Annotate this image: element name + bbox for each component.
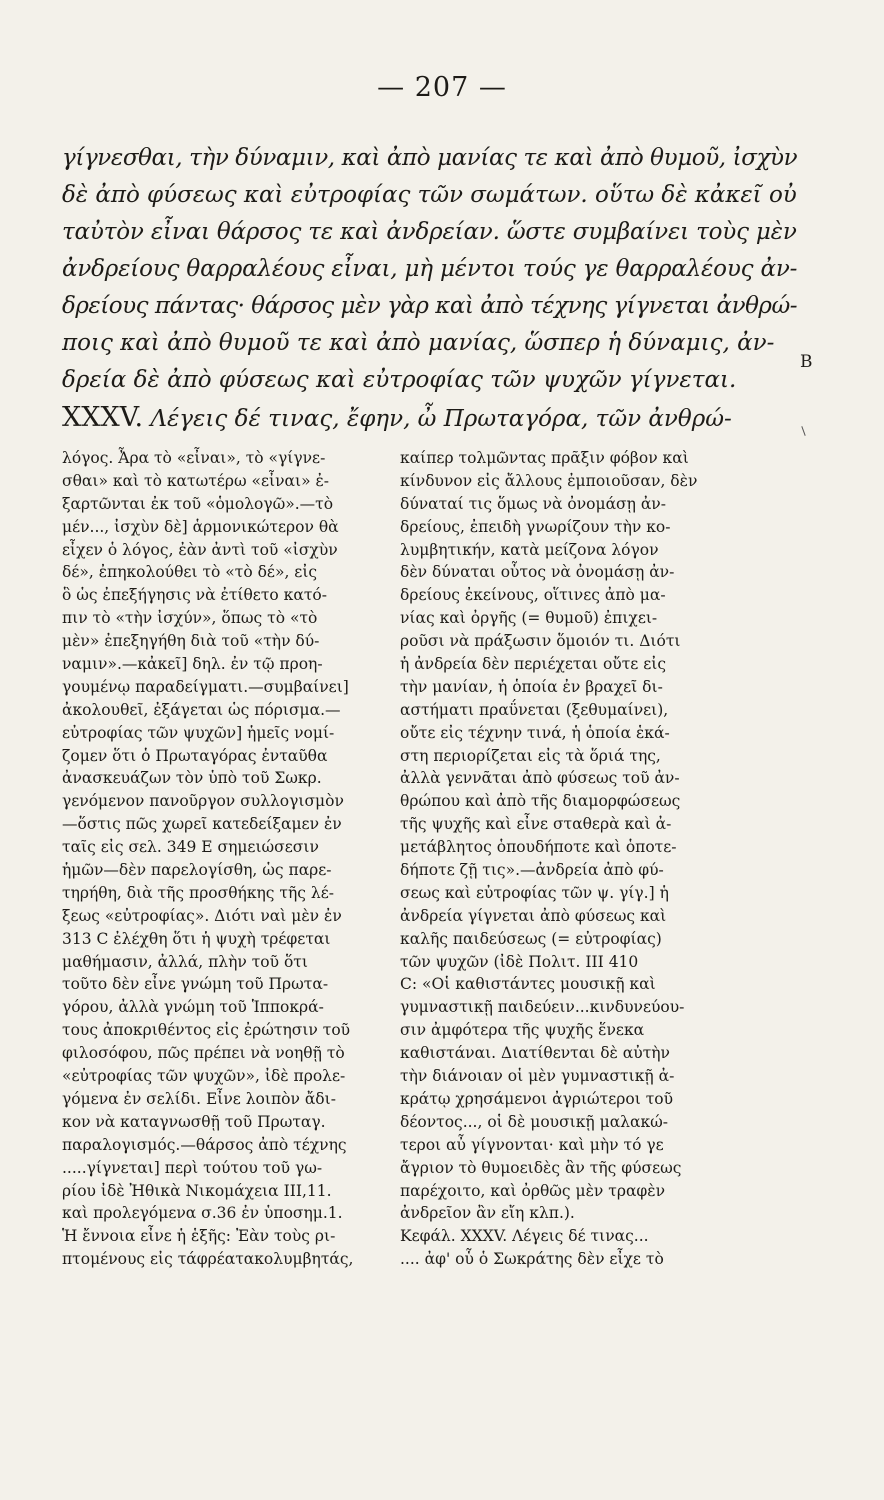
main-text-line: δρείους πάντας· θάρσος μὲν γὰρ καὶ ἀπὸ τέχνης γίγνεται ἀνθρώ-	[62, 293, 798, 319]
commentary-line: τηρήθη, διὰ τῆς προσθήκης τῆς λέ-	[62, 883, 334, 902]
commentary-line: ζομεν ὅτι ὁ Πρωταγόρας ἐνταῦθα	[62, 746, 328, 765]
commentary-line: —ὅστις πῶς χωρεῖ κατεδείξαμεν ἐν	[62, 815, 342, 834]
commentary-line: δὲν δύναται οὗτος νὰ ὀνομάσῃ ἀν-	[400, 563, 675, 582]
commentary-line: μέν..., ἰσχὺν δὲ] ἁρμονικώτερον θὰ	[62, 517, 339, 536]
commentary-line: τὴν μανίαν, ἡ ὁποία ἐν βραχεῖ δι-	[400, 677, 663, 696]
section-heading-line	[62, 399, 797, 436]
commentary-line: ταῖς εἰς σελ. 349 E σημειώσεσιν	[62, 838, 319, 857]
commentary-line: ἡμῶν—δὲν παρελογίσθη, ὡς παρε-	[62, 861, 332, 880]
commentary-line: γόμενα ἐν σελίδι. Εἶνε λοιπὸν ἄδι-	[62, 1089, 336, 1108]
commentary-line: τους ἀποκριθέντος εἰς ἐρώτησιν τοῦ	[62, 1021, 351, 1040]
commentary-line: τῶν ψυχῶν (ἰδὲ Πολιτ. III 410	[400, 952, 639, 971]
commentary-line: καλῆς παιδεύσεως (= εὐτροφίας)	[400, 929, 662, 948]
commentary-line: ἄγριον τὸ θυμοειδὲς ἂν τῆς φύσεως	[400, 1158, 682, 1177]
commentary-line: παρέχοιτο, καὶ ὀρθῶς μὲν τραφὲν	[400, 1181, 666, 1200]
commentary-line: σθαι» καὶ τὸ κατωτέρω «εἶναι» ἐ-	[62, 471, 330, 490]
commentary-line: φιλοσόφου, πῶς πρέπει νὰ νοηθῇ τὸ	[62, 1044, 345, 1063]
commentary-line: τῆς ψυχῆς καὶ εἶνε σταθερὰ καὶ ἀ-	[400, 815, 672, 834]
commentary-line: εὐτροφίας τῶν ψυχῶν] ἡμεῖς νομί-	[62, 723, 335, 742]
commentary-line: καὶ προλεγόμενα σ.36 ἐν ὑποσημ.1.	[62, 1204, 343, 1223]
commentary-line: γουμένῳ παραδείγματι.—συμβαίνει]	[62, 677, 349, 696]
main-text-line: ἀνδρείους θαρραλέους εἶναι, μὴ μέντοι τούς γε θαρραλέους ἀν-	[62, 256, 798, 282]
commentary-line: πιν τὸ «τὴν ἰσχύν», ὅπως τὸ «τὸ	[62, 609, 318, 628]
commentary-line: δέοντος..., οἱ δὲ μουσικῇ μαλακώ-	[400, 1112, 669, 1131]
commentary-line: πτομένους εἰς τάφρέατακολυμβητάς,	[62, 1250, 354, 1269]
commentary-line: παραλογισμός.—θάρσος ἀπὸ τέχνης	[62, 1135, 347, 1154]
page-number: — 207 —	[377, 72, 507, 103]
commentary-line: Ἡ ἔννοια εἶνε ἡ ἑξῆς: Ἐὰν τοὺς ρι-	[62, 1227, 336, 1246]
commentary-line: δέ», ἐπηκολούθει τὸ «τὸ δέ», εἰς	[62, 563, 318, 582]
main-text-line: ταὐτὸν εἶναι θάρσος τε καὶ ἀνδρείαν. ὥστε συμβαίνει τοὺς μὲν	[62, 219, 797, 245]
commentary-line: .... ἀφ' οὗ ὁ Σωκράτης δὲν εἶχε τὸ	[400, 1250, 664, 1269]
commentary-line: μὲν» ἐπεξηγήθη διὰ τοῦ «τὴν δύ-	[62, 632, 320, 651]
commentary-line: ἀνδρεία γίγνεται ἀπὸ φύσεως καὶ	[400, 906, 667, 925]
commentary-line: ἀνδρεῖον ἂν εἴη κλπ.).	[400, 1204, 575, 1223]
commentary-line: Κεφάλ. XXXV. Λέγεις δέ τινας...	[400, 1227, 649, 1246]
commentary-line: ξεως «εὐτροφίας». Διότι ναὶ μὲν ἐν	[62, 906, 342, 925]
commentary-line: καθιστάναι. Διατίθενται δὲ αὐτὴν	[400, 1044, 670, 1063]
commentary-line: μαθήμασιν, ἀλλά, πλὴν τοῦ ὅτι	[62, 952, 308, 971]
commentary-line: ἀνασκευάζων τὸν ὑπὸ τοῦ Σωκρ.	[62, 769, 322, 788]
main-text-line: γίγνεσθαι, τὴν δύναμιν, καὶ ἀπὸ μανίας τε καὶ ἀπὸ θυμοῦ, ἰσχὺν	[62, 145, 798, 171]
commentary-line: δρείους ἐκείνους, οἵτινες ἀπὸ μα-	[400, 586, 666, 605]
commentary-line: ἀλλὰ γεννᾶται ἀπὸ φύσεως τοῦ ἀν-	[400, 769, 680, 788]
main-text-line: ποις καὶ ἀπὸ θυμοῦ τε καὶ ἀπὸ μανίας, ὥσπερ ἡ δύναμις, ἀν-	[62, 330, 775, 356]
commentary-line: ὃ ὡς ἐπεξήγησις νὰ ἐτίθετο κατό-	[62, 586, 327, 605]
commentary-line: δρείους, ἐπειδὴ γνωρίζουν τὴν κο-	[400, 517, 671, 536]
commentary-line: οὔτε εἰς τέχνην τινά, ἡ ὁποία ἑκά-	[400, 723, 670, 742]
commentary-line: ἀκολουθεῖ, ἐξάγεται ὡς πόρισμα.—	[62, 700, 341, 719]
commentary-line: γενόμενον πανοῦργον συλλογισμὸν	[62, 792, 344, 811]
commentary-line: γυμναστικῇ παιδεύειν...κινδυνεύου-	[400, 998, 685, 1017]
commentary-line: καίπερ τολμῶντας πρᾶξιν φόβον καὶ	[400, 449, 689, 467]
commentary-line: λυμβητικήν, κατὰ μείζονα λόγον	[400, 540, 659, 559]
commentary-line: σιν ἀμφότερα τῆς ψυχῆς ἕνεκα	[400, 1021, 645, 1040]
commentary-line: κίνδυνον εἰς ἄλλους ἐμποιοῦσαν, δὲν	[400, 471, 698, 490]
margin-reference-letter: B	[800, 352, 813, 372]
commentary-line: αστήματι πραΰνεται (ξεθυμαίνει),	[400, 700, 669, 719]
commentary-line: τεροι αὖ γίγνονται· καὶ μὴν τό γε	[400, 1135, 664, 1154]
commentary-line: «εὐτροφίας τῶν ψυχῶν», ἰδὲ προλε-	[62, 1067, 346, 1086]
commentary-line: κράτῳ χρησάμενοι ἀγριώτεροι τοῦ	[400, 1089, 674, 1108]
commentary-line: λόγος. Ἆρα τὸ «εἶναι», τὸ «γίγνε-	[62, 449, 326, 467]
commentary-line: ναμιν».—κἀκεῖ] δηλ. ἐν τῷ προη-	[62, 655, 323, 674]
commentary-line: μετάβλητος ὁπουδήποτε καὶ ὁποτε-	[400, 838, 677, 857]
section-number: XXXV.	[62, 402, 144, 433]
section-text: Λέγεις δέ τινας, ἔφην, ὦ Πρωταγόρα, τῶν ἀνθρώ-	[150, 406, 732, 432]
margin-tick-mark	[801, 426, 805, 436]
commentary-line: δήποτε ζῇ τις».—ἀνδρεία ἀπὸ φύ-	[400, 861, 664, 880]
main-text	[62, 140, 797, 436]
commentary-line: εἶχεν ὁ λόγος, ἐὰν ἀντὶ τοῦ «ἰσχὺν	[62, 540, 338, 559]
commentary-line: τοῦτο δὲν εἶνε γνώμη τοῦ Πρωτα-	[62, 975, 329, 994]
commentary-line: θρώπου καὶ ἀπὸ τῆς διαμορφώσεως	[400, 792, 681, 811]
commentary-line: .....γίγνεται] περὶ τούτου τοῦ γω-	[62, 1158, 323, 1177]
commentary-right-column	[400, 447, 765, 1271]
commentary-line: ροῦσι νὰ πράξωσιν ὅμοιόν τι. Διότι	[400, 632, 681, 651]
commentary-left-column	[62, 447, 380, 1271]
commentary-line: σεως καὶ εὐτροφίας τῶν ψ. γίγ.] ἡ	[400, 883, 669, 902]
commentary-line: νίας καὶ ὀργῆς (= θυμοῦ) ἐπιχει-	[400, 609, 658, 628]
commentary-line: ἡ ἀνδρεία δὲν περιέχεται οὔτε εἰς	[400, 655, 667, 674]
commentary-line: δύναταί τις ὅμως νὰ ὀνομάσῃ ἀν-	[400, 494, 666, 513]
commentary-line: τὴν διάνοιαν οἱ μὲν γυμναστικῇ ἀ-	[400, 1067, 675, 1086]
commentary-line: κον νὰ καταγνωσθῇ τοῦ Πρωταγ.	[62, 1112, 326, 1131]
commentary-line: ρίου ἰδὲ Ἠθικὰ Νικομάχεια III,11.	[62, 1181, 332, 1200]
commentary-line: 313 C ἐλέχθη ὅτι ἡ ψυχὴ τρέφεται	[62, 929, 331, 948]
commentary-line: C: «Οἱ καθιστάντες μουσικῇ καὶ	[400, 975, 656, 994]
main-text-line: δὲ ἀπὸ φύσεως καὶ εὐτροφίας τῶν σωμάτων. οὕτω δὲ κἀκεῖ οὐ	[62, 182, 797, 208]
main-text-line: δρεία δὲ ἀπὸ φύσεως καὶ εὐτροφίας τῶν ψυχῶν γίγνεται.	[62, 367, 737, 393]
commentary-line: γόρου, ἀλλὰ γνώμη τοῦ Ἱπποκρά-	[62, 998, 324, 1017]
commentary-line: ξαρτῶνται ἐκ τοῦ «ὁμολογῶ».—τὸ	[62, 494, 334, 513]
commentary-line: στη περιορίζεται εἰς τὰ ὅριά της,	[400, 746, 661, 765]
